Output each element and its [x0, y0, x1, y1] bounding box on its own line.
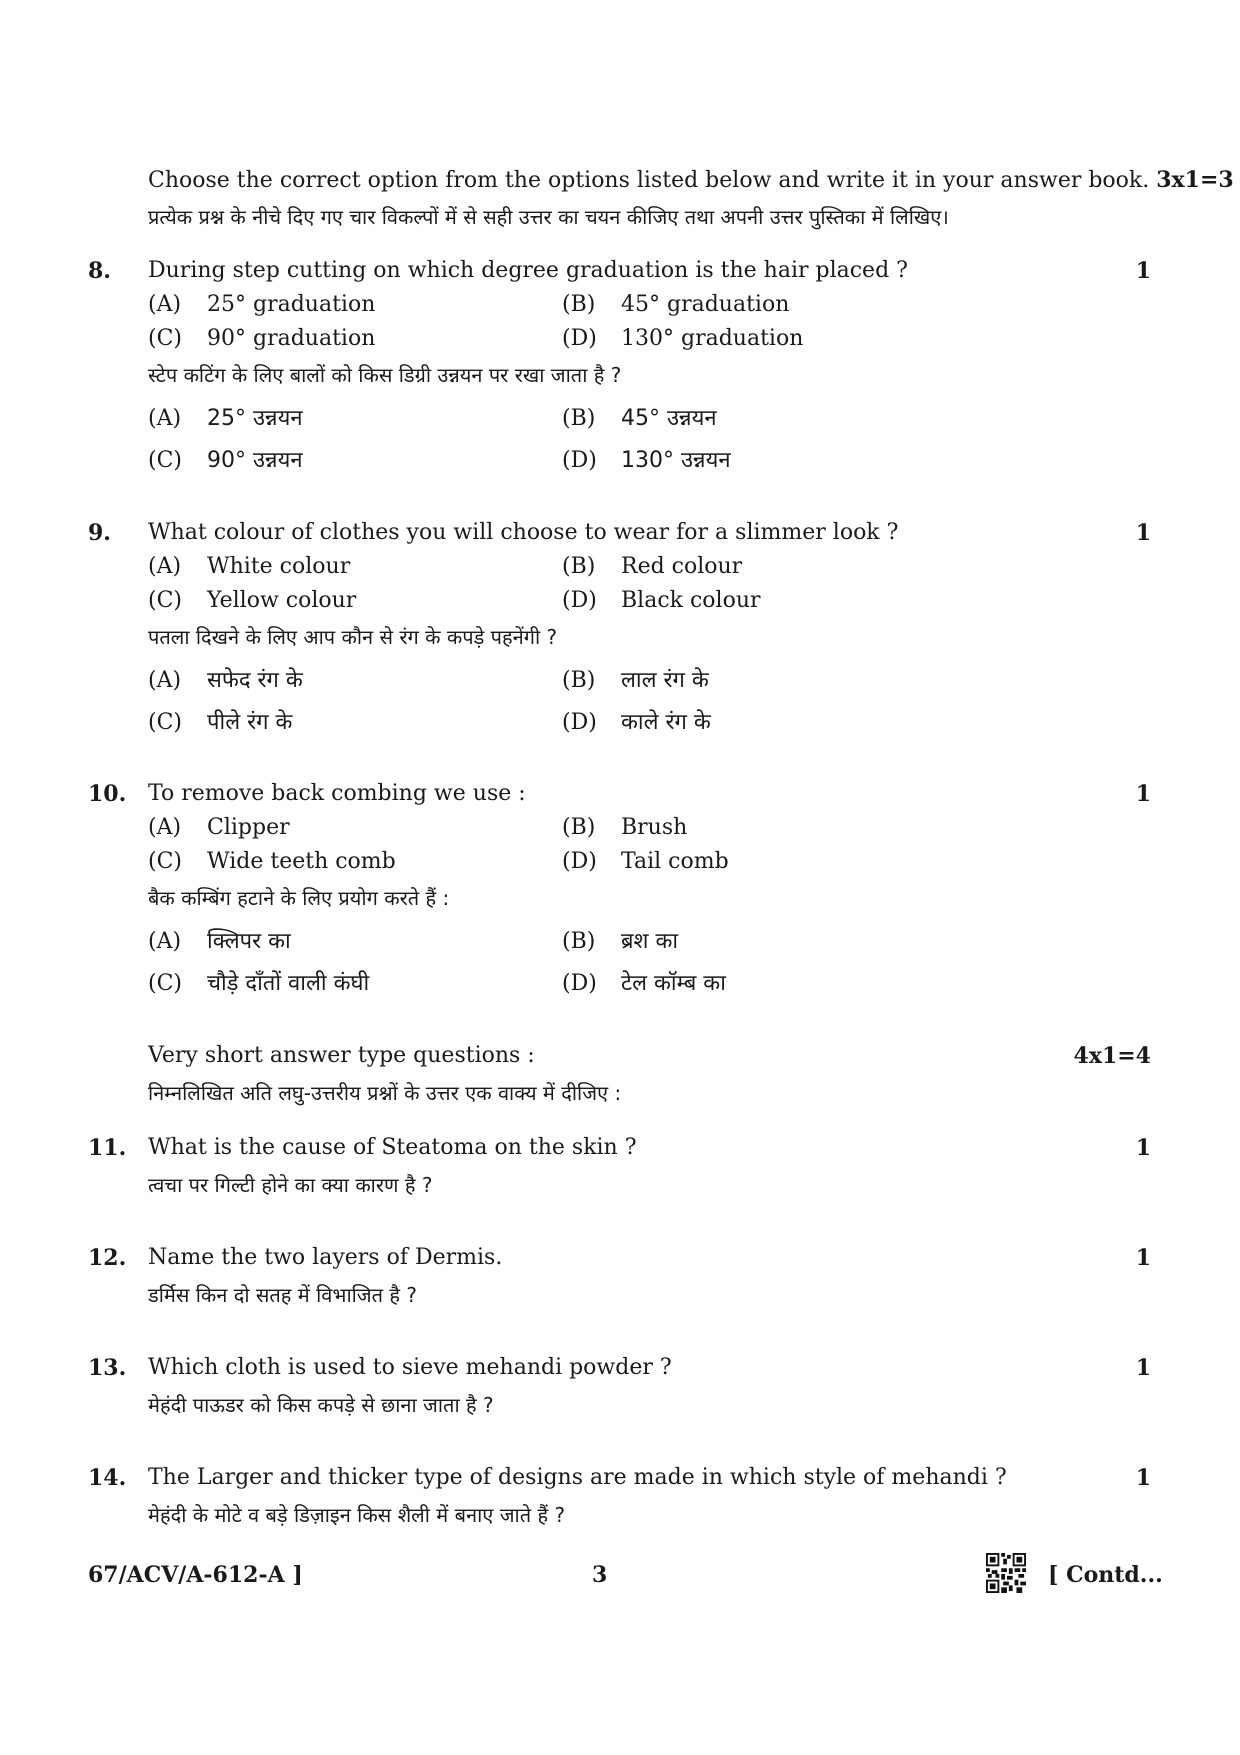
- instructions-hi: प्रत्येक प्रश्न के नीचे दिए गए चार विकल्पों में से सही उत्तर का चयन कीजिए तथा अपनी उत्तर पुस्तिका में लिखिए।: [148, 205, 949, 229]
- option-text: Yellow colour: [207, 588, 357, 613]
- option-text: चौड़े दाँतों वाली कंघी: [207, 971, 370, 996]
- option-text: 90° graduation: [207, 326, 376, 351]
- option-label: (A): [148, 929, 182, 954]
- option-text: टेल कॉम्ब का: [621, 971, 726, 996]
- option-text: 130° graduation: [621, 326, 804, 351]
- option-text: Tail comb: [621, 849, 729, 874]
- option-label: (D): [562, 588, 597, 613]
- option-label: (D): [562, 326, 597, 351]
- option-label: (D): [562, 710, 597, 735]
- option-text: Brush: [621, 815, 688, 840]
- option-text: पीले रंग के: [207, 710, 293, 735]
- question-number: 11.: [88, 1135, 127, 1161]
- section-heading-en: Very short answer type questions :: [148, 1043, 535, 1068]
- question-marks: 1: [1135, 1465, 1151, 1491]
- option-text: लाल रंग के: [621, 668, 709, 693]
- option-label: (D): [562, 448, 597, 473]
- question-text-hi: डर्मिस किन दो सतह में विभाजित है ?: [148, 1283, 417, 1307]
- option-label: (D): [562, 971, 597, 996]
- option-label: (B): [562, 929, 596, 954]
- qr-code-icon: [986, 1553, 1026, 1593]
- question-number: 14.: [88, 1465, 127, 1491]
- option-label: (C): [148, 326, 182, 351]
- instructions-en: Choose the correct option from the options listed below and write it in your answer book. 3x1=3: [148, 167, 1234, 193]
- option-text: Black colour: [621, 588, 761, 613]
- option-label: (C): [148, 849, 182, 874]
- option-text: 130° उन्नयन: [621, 448, 731, 473]
- option-label: (B): [562, 554, 596, 579]
- question-number: 12.: [88, 1245, 127, 1271]
- question-number: 9.: [88, 520, 111, 546]
- page-number: 3: [592, 1562, 608, 1588]
- question-text-en: Name the two layers of Dermis.: [148, 1245, 503, 1270]
- option-text: 45° graduation: [621, 292, 790, 317]
- option-label: (B): [562, 292, 596, 317]
- question-number: 8.: [88, 258, 111, 284]
- option-text: Red colour: [621, 554, 743, 579]
- question-text-en: Which cloth is used to sieve mehandi powder ?: [148, 1355, 672, 1380]
- option-label: (D): [562, 849, 597, 874]
- instructions-marks: 3x1=3: [1156, 167, 1234, 193]
- question-text-en: The Larger and thicker type of designs are made in which style of mehandi ?: [148, 1465, 1007, 1490]
- question-text-hi: त्वचा पर गिल्टी होने का क्या कारण है ?: [148, 1173, 433, 1197]
- option-label: (A): [148, 668, 182, 693]
- option-text: सफेद रंग के: [207, 668, 303, 693]
- option-label: (C): [148, 448, 182, 473]
- option-text: Wide teeth comb: [207, 849, 396, 874]
- option-text: काले रंग के: [621, 710, 711, 735]
- question-text-hi: मेहंदी के मोटे व बड़े डिज़ाइन किस शैली में बनाए जाते हैं ?: [148, 1503, 566, 1527]
- option-label: (A): [148, 292, 182, 317]
- question-text-hi: स्टेप कटिंग के लिए बालों को किस डिग्री उन्नयन पर रखा जाता है ?: [148, 363, 622, 387]
- question-marks: 1: [1135, 1355, 1151, 1381]
- question-marks: 1: [1135, 258, 1151, 284]
- continued-label: [ Contd...: [1048, 1562, 1163, 1588]
- option-label: (C): [148, 971, 182, 996]
- option-label: (C): [148, 710, 182, 735]
- paper-code: 67/ACV/A-612-A ]: [88, 1562, 303, 1588]
- option-text: 90° उन्नयन: [207, 448, 303, 473]
- question-marks: 1: [1135, 520, 1151, 546]
- option-label: (A): [148, 406, 182, 431]
- option-text: 25° उन्नयन: [207, 406, 303, 431]
- question-text-en: What is the cause of Steatoma on the skin ?: [148, 1135, 637, 1160]
- question-marks: 1: [1135, 781, 1151, 807]
- option-label: (B): [562, 406, 596, 431]
- section-marks: 4x1=4: [1073, 1043, 1151, 1069]
- option-text: क्लिपर का: [207, 929, 291, 954]
- option-text: 45° उन्नयन: [621, 406, 717, 431]
- question-number: 13.: [88, 1355, 127, 1381]
- option-text: Clipper: [207, 815, 290, 840]
- question-text-hi: मेहंदी पाऊडर को किस कपड़े से छाना जाता है ?: [148, 1393, 494, 1417]
- question-text-en: During step cutting on which degree graduation is the hair placed ?: [148, 258, 908, 283]
- option-text: 25° graduation: [207, 292, 376, 317]
- section-heading-hi: निम्नलिखित अति लघु-उत्तरीय प्रश्नों के उत्तर एक वाक्य में दीजिए :: [148, 1081, 622, 1105]
- question-marks: 1: [1135, 1135, 1151, 1161]
- option-label: (A): [148, 554, 182, 579]
- option-label: (C): [148, 588, 182, 613]
- option-label: (A): [148, 815, 182, 840]
- question-text-hi: पतला दिखने के लिए आप कौन से रंग के कपड़े पहनेंगी ?: [148, 625, 558, 649]
- option-text: ब्रश का: [621, 929, 679, 954]
- question-text-en: What colour of clothes you will choose to wear for a slimmer look ?: [148, 520, 899, 545]
- question-marks: 1: [1135, 1245, 1151, 1271]
- option-label: (B): [562, 815, 596, 840]
- option-label: (B): [562, 668, 596, 693]
- question-number: 10.: [88, 781, 127, 807]
- option-text: White colour: [207, 554, 351, 579]
- question-text-en: To remove back combing we use :: [148, 781, 526, 806]
- question-text-hi: बैक कम्बिंग हटाने के लिए प्रयोग करते हैं :: [148, 886, 450, 910]
